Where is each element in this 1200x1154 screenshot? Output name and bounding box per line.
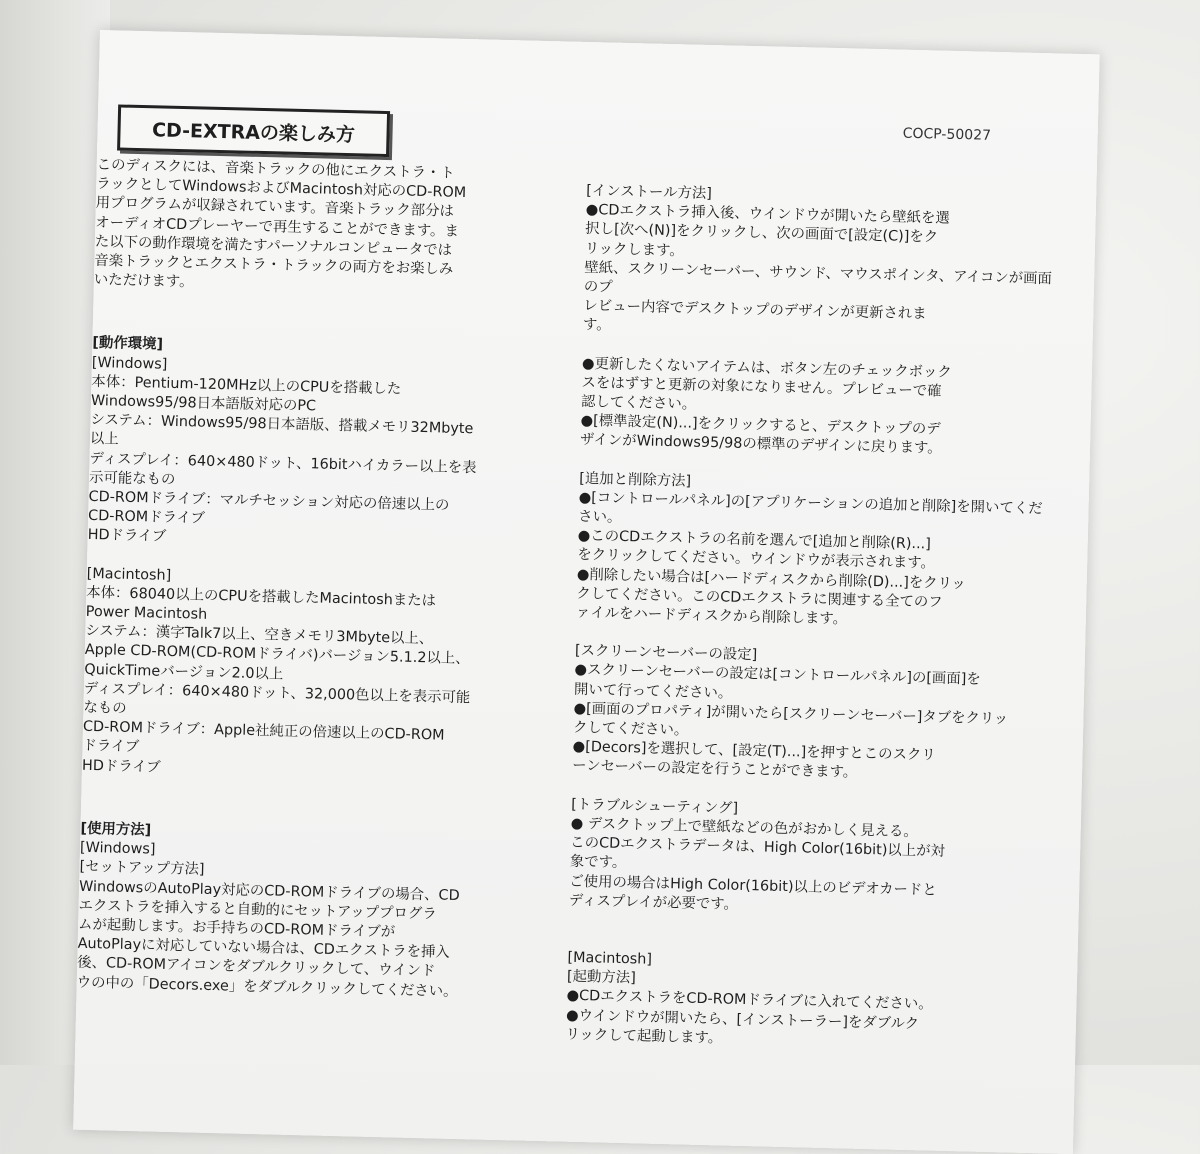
launch-label: [起動方法] [566, 968, 636, 987]
setup-text: WindowsのAutoPlay対応のCD-ROMドライブの場合、CD エクストラを挿入すると自動的にセットアッププログラ ムが起動します。お手持ちのCD-ROMドライブが AutoPlayに対応していない場合は、CDエクストラを挿入 後、CD-ROMアイコンをダブルクリックして、ウインド ウの中の「Decors.exe」をダブルクリックしてください。 [76, 878, 460, 1000]
page-title: CD-EXTRAの楽しみ方 [151, 118, 356, 146]
env-windows-label: [Windows] [91, 354, 168, 373]
env-windows-text: 本体：Pentium-120MHz以上のCPUを搭載した Windows95/98日本語版対応のPC システム：Windows95/98日本語版、搭載メモリ32Mbyte 以上 ディスプレイ：640×480ドット、16bitハイカラー以上を表 示可能なもの CD-ROMドライブ：マルチセッション対応の倍速以上の CD-ROMドライブ HDドライブ [87, 373, 477, 546]
update-text: ●更新したくないアイテムは、ボタン左のチェックボック スをはずすと更新の対象になりません。プレビューで確 認してください。 ●[標準設定(N)...]をクリックすると、デスクトップのデ ザインがWindows95/98の標準のデザインに戻ります。 [579, 355, 952, 458]
env-mac-text: 本体：68040以上のCPUを搭載したMacintoshまたは Power Macintosh システム：漢字Talk7以上、空きメモリ3Mbyte以上、 Apple CD-ROM(CD-ROMドライバ)バージョン5.1.2以上、 QuickTimeバージョン2.0以上 ディスプレイ：640×480ドット、32,000色以上を表示可能 なもの CD-ROMドライブ：Apple社純正の倍速以上のCD-ROM ドライブ HDドライブ [81, 584, 471, 776]
trouble-label: [トラブルシューティング] [571, 796, 739, 817]
trouble-text: ● デスクトップ上で壁紙などの色がおかしく見える。 このCDエクストラデータは、High Color(16bit)以上が対 象です。 ご使用の場合はHigh Color(16bit)以上のビデオカードと ディスプレイが必要です。 [568, 815, 946, 913]
right-column [565, 182, 1056, 1056]
title-box [117, 104, 390, 157]
saver-text: ●スクリーンセーバーの設定は[コントロールパネル]の[画面]を 開いて行ってください。 ●[画面のプロパティ]が開いたら[スクリーンセーバー]タブをクリッ クしてください。 ●[Decors]を選択して、[設定(T)...]を押すとこのスクリ ーンセーバーの設定を行うことができます。 [571, 662, 1009, 782]
insert-sheet [73, 30, 1100, 1154]
install-text: ●CDエクストラ挿入後、ウインドウが開いたら壁紙を選 択し[次へ(N)]をクリックし、次の画面で[設定(C)]をク リックします。 壁紙、スクリーンセーバー、サウンド、マウスポインタ、アイコンが画面のプ レビュー内容でデスクトップのデザインが更新されま す。 [582, 202, 1053, 334]
install-label: [インストール方法] [586, 182, 713, 202]
catalog-code: COCP-50027 [902, 125, 992, 144]
saver-label: [スクリーンセーバーの設定] [574, 643, 758, 664]
left-column [76, 156, 544, 1003]
right-mac-label: [Macintosh] [567, 949, 653, 968]
remove-label: [追加と削除方法] [578, 470, 692, 490]
usage-windows-label: [Windows] [79, 839, 156, 858]
launch-text: ●CDエクストラをCD-ROMドライブに入れてください。 ●ウインドウが開いたら、[インストーラー]をダブルク リックして起動します。 [565, 988, 933, 1047]
env-heading: [動作環境] [92, 335, 164, 354]
usage-heading: [使用方法] [80, 820, 152, 839]
intro-text: このディスクには、音楽トラックの他にエクストラ・ト ラックとしてWindowsおよびMacintosh対応のCD-ROM 用プログラムが収録されています。音楽トラック部分は オーディオCDプレーヤーで再生することができます。ま た以下の動作環境を満たすパーソナルコンピュータでは 音楽トラックとエクストラ・トラックの両方をお楽しみ いただけます。 [93, 156, 467, 291]
setup-label: [セットアップ方法] [79, 859, 205, 879]
remove-text: ●[コントロールパネル]の[アプリケーションの追加と削除]を開いてくだ さい。 ●このCDエクストラの名前を選んで[追加と削除(R)...] をクリックしてください。ウインドウが表示されます。 ●削除したい場合は[ハードディスクから削除(D)...]をクリッ クしてください。このCDエクストラに関連する全てのフ ァイルをハードディスクから削除します。 [575, 489, 1043, 628]
env-mac-label: [Macintosh] [86, 565, 172, 584]
